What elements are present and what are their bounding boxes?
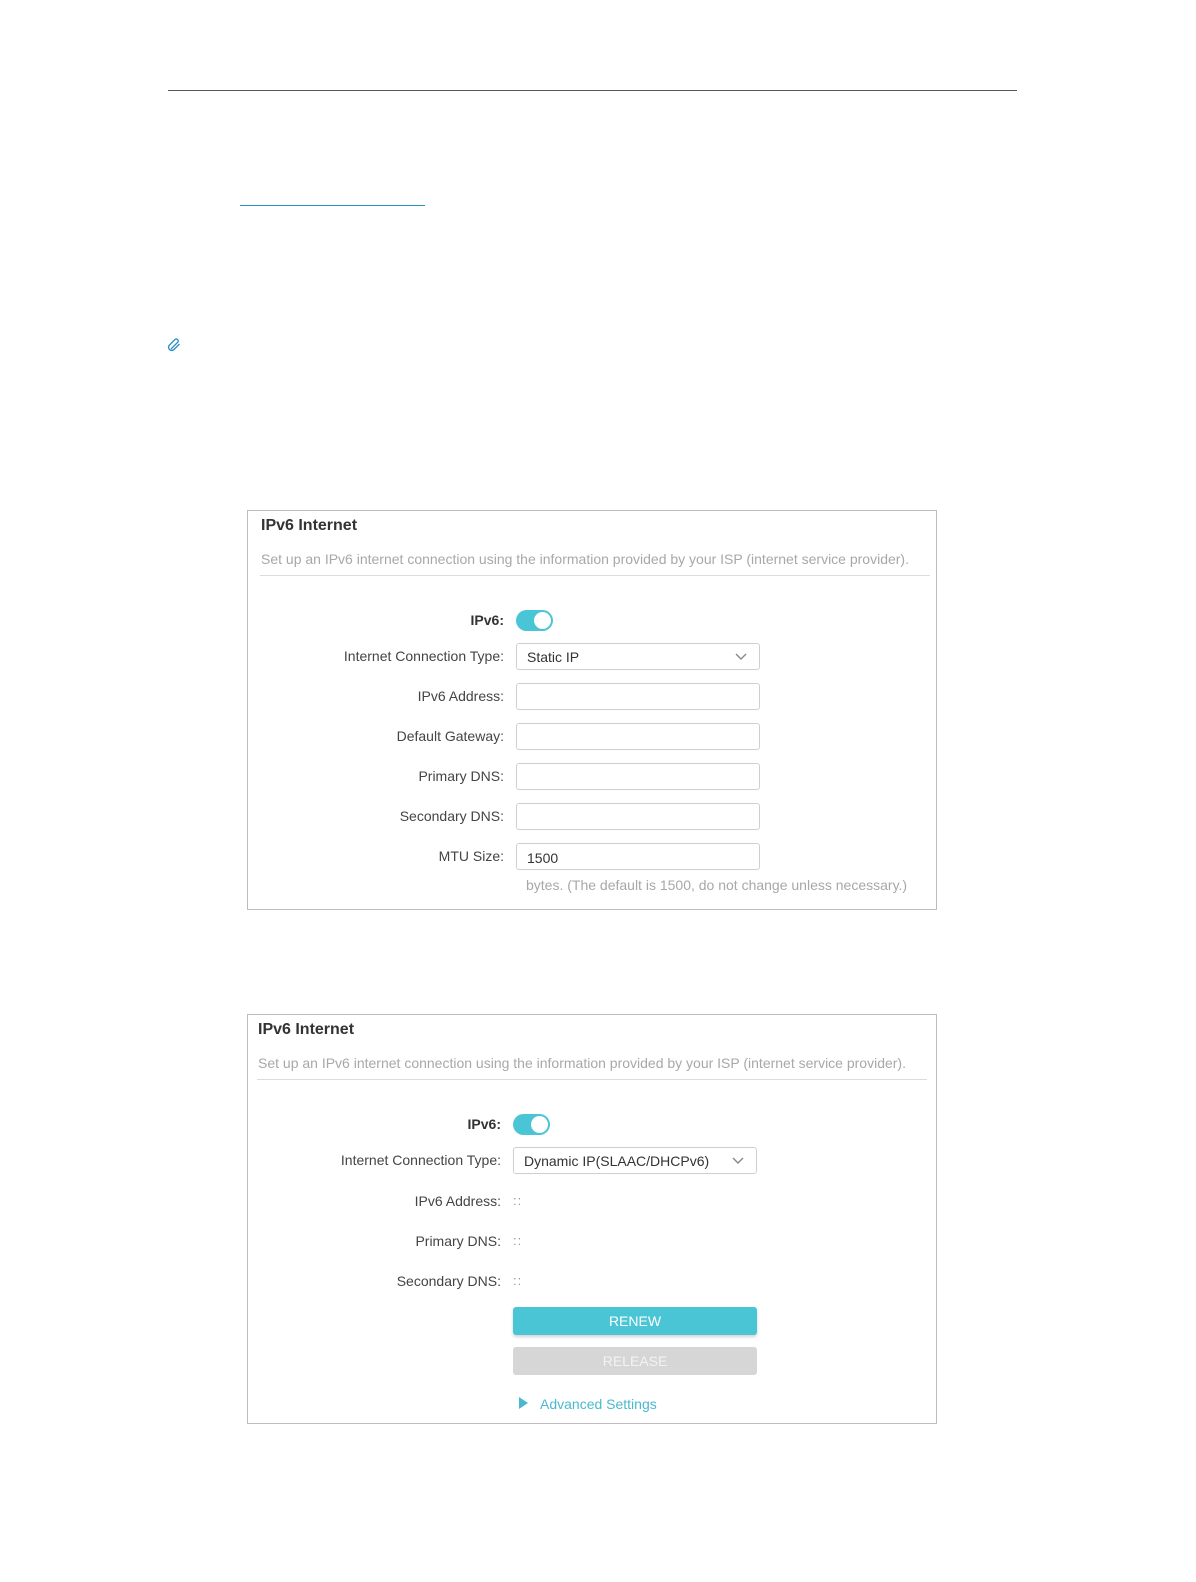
secondary-dns-label: Secondary DNS: bbox=[399, 808, 504, 824]
panel-description: Set up an IPv6 internet connection using the information provided by your ISP (internet service provider). bbox=[258, 1055, 906, 1071]
default-gateway-row bbox=[248, 723, 936, 751]
panel-description: Set up an IPv6 internet connection using the information provided by your ISP (internet service provider). bbox=[261, 551, 909, 567]
secondary-dns-input[interactable] bbox=[516, 803, 760, 830]
primary-dns-row bbox=[248, 763, 936, 791]
ipv6-row bbox=[248, 607, 936, 635]
page-header-rule bbox=[168, 90, 1017, 91]
advanced-settings-label: Advanced Settings bbox=[540, 1396, 657, 1412]
mtu-input[interactable]: 1500 bbox=[516, 843, 760, 870]
paperclip-icon bbox=[168, 338, 182, 352]
triangle-right-icon bbox=[518, 1397, 528, 1409]
ipv6-address-value: :: bbox=[513, 1193, 523, 1208]
ipv6-toggle[interactable] bbox=[516, 610, 553, 631]
connection-type-value: Dynamic IP(SLAAC/DHCPv6) bbox=[524, 1153, 710, 1169]
divider bbox=[260, 575, 930, 576]
secondary-dns-row bbox=[248, 803, 936, 831]
secondary-dns-row bbox=[248, 1268, 936, 1296]
secondary-dns-label: Secondary DNS: bbox=[396, 1273, 501, 1289]
release-button[interactable]: RELEASE bbox=[513, 1347, 757, 1375]
connection-type-select[interactable] bbox=[516, 643, 760, 670]
toggle-knob bbox=[531, 1116, 548, 1133]
ipv6-address-input[interactable] bbox=[516, 683, 760, 710]
primary-dns-label: Primary DNS: bbox=[418, 768, 504, 784]
default-gateway-input[interactable] bbox=[516, 723, 760, 750]
connection-type-select[interactable] bbox=[513, 1147, 757, 1174]
ipv6-static-panel bbox=[247, 510, 937, 910]
mtu-row bbox=[248, 843, 936, 871]
panel-title: IPv6 Internet bbox=[258, 1021, 355, 1038]
chevron-down-icon bbox=[735, 651, 747, 661]
ipv6-row bbox=[248, 1111, 936, 1139]
connection-type-label: Internet Connection Type: bbox=[340, 1152, 501, 1168]
ipv6-address-row bbox=[248, 683, 936, 711]
hyperlink-underline[interactable] bbox=[240, 205, 425, 206]
ipv6-address-label: IPv6 Address: bbox=[414, 1193, 501, 1209]
mtu-label: MTU Size: bbox=[438, 848, 504, 864]
connection-type-label: Internet Connection Type: bbox=[343, 648, 504, 664]
mtu-hint: bytes. (The default is 1500, do not change unless necessary.) bbox=[526, 877, 908, 893]
ipv6-label: IPv6: bbox=[470, 612, 504, 628]
connection-type-value: Static IP bbox=[527, 649, 580, 665]
primary-dns-row bbox=[248, 1228, 936, 1256]
divider bbox=[257, 1079, 927, 1080]
default-gateway-label: Default Gateway: bbox=[396, 728, 504, 744]
toggle-knob bbox=[534, 612, 551, 629]
renew-button[interactable]: RENEW bbox=[513, 1307, 757, 1335]
ipv6-address-row bbox=[248, 1188, 936, 1216]
connection-type-row bbox=[248, 1147, 936, 1175]
ipv6-address-label: IPv6 Address: bbox=[417, 688, 504, 704]
primary-dns-input[interactable] bbox=[516, 763, 760, 790]
ipv6-dynamic-panel bbox=[247, 1014, 937, 1424]
ipv6-toggle[interactable] bbox=[513, 1114, 550, 1135]
primary-dns-value: :: bbox=[513, 1233, 523, 1248]
secondary-dns-value: :: bbox=[513, 1273, 523, 1288]
primary-dns-label: Primary DNS: bbox=[415, 1233, 501, 1249]
panel-title: IPv6 Internet bbox=[261, 517, 358, 534]
chevron-down-icon bbox=[732, 1155, 744, 1165]
connection-type-row bbox=[248, 643, 936, 671]
ipv6-label: IPv6: bbox=[467, 1116, 501, 1132]
